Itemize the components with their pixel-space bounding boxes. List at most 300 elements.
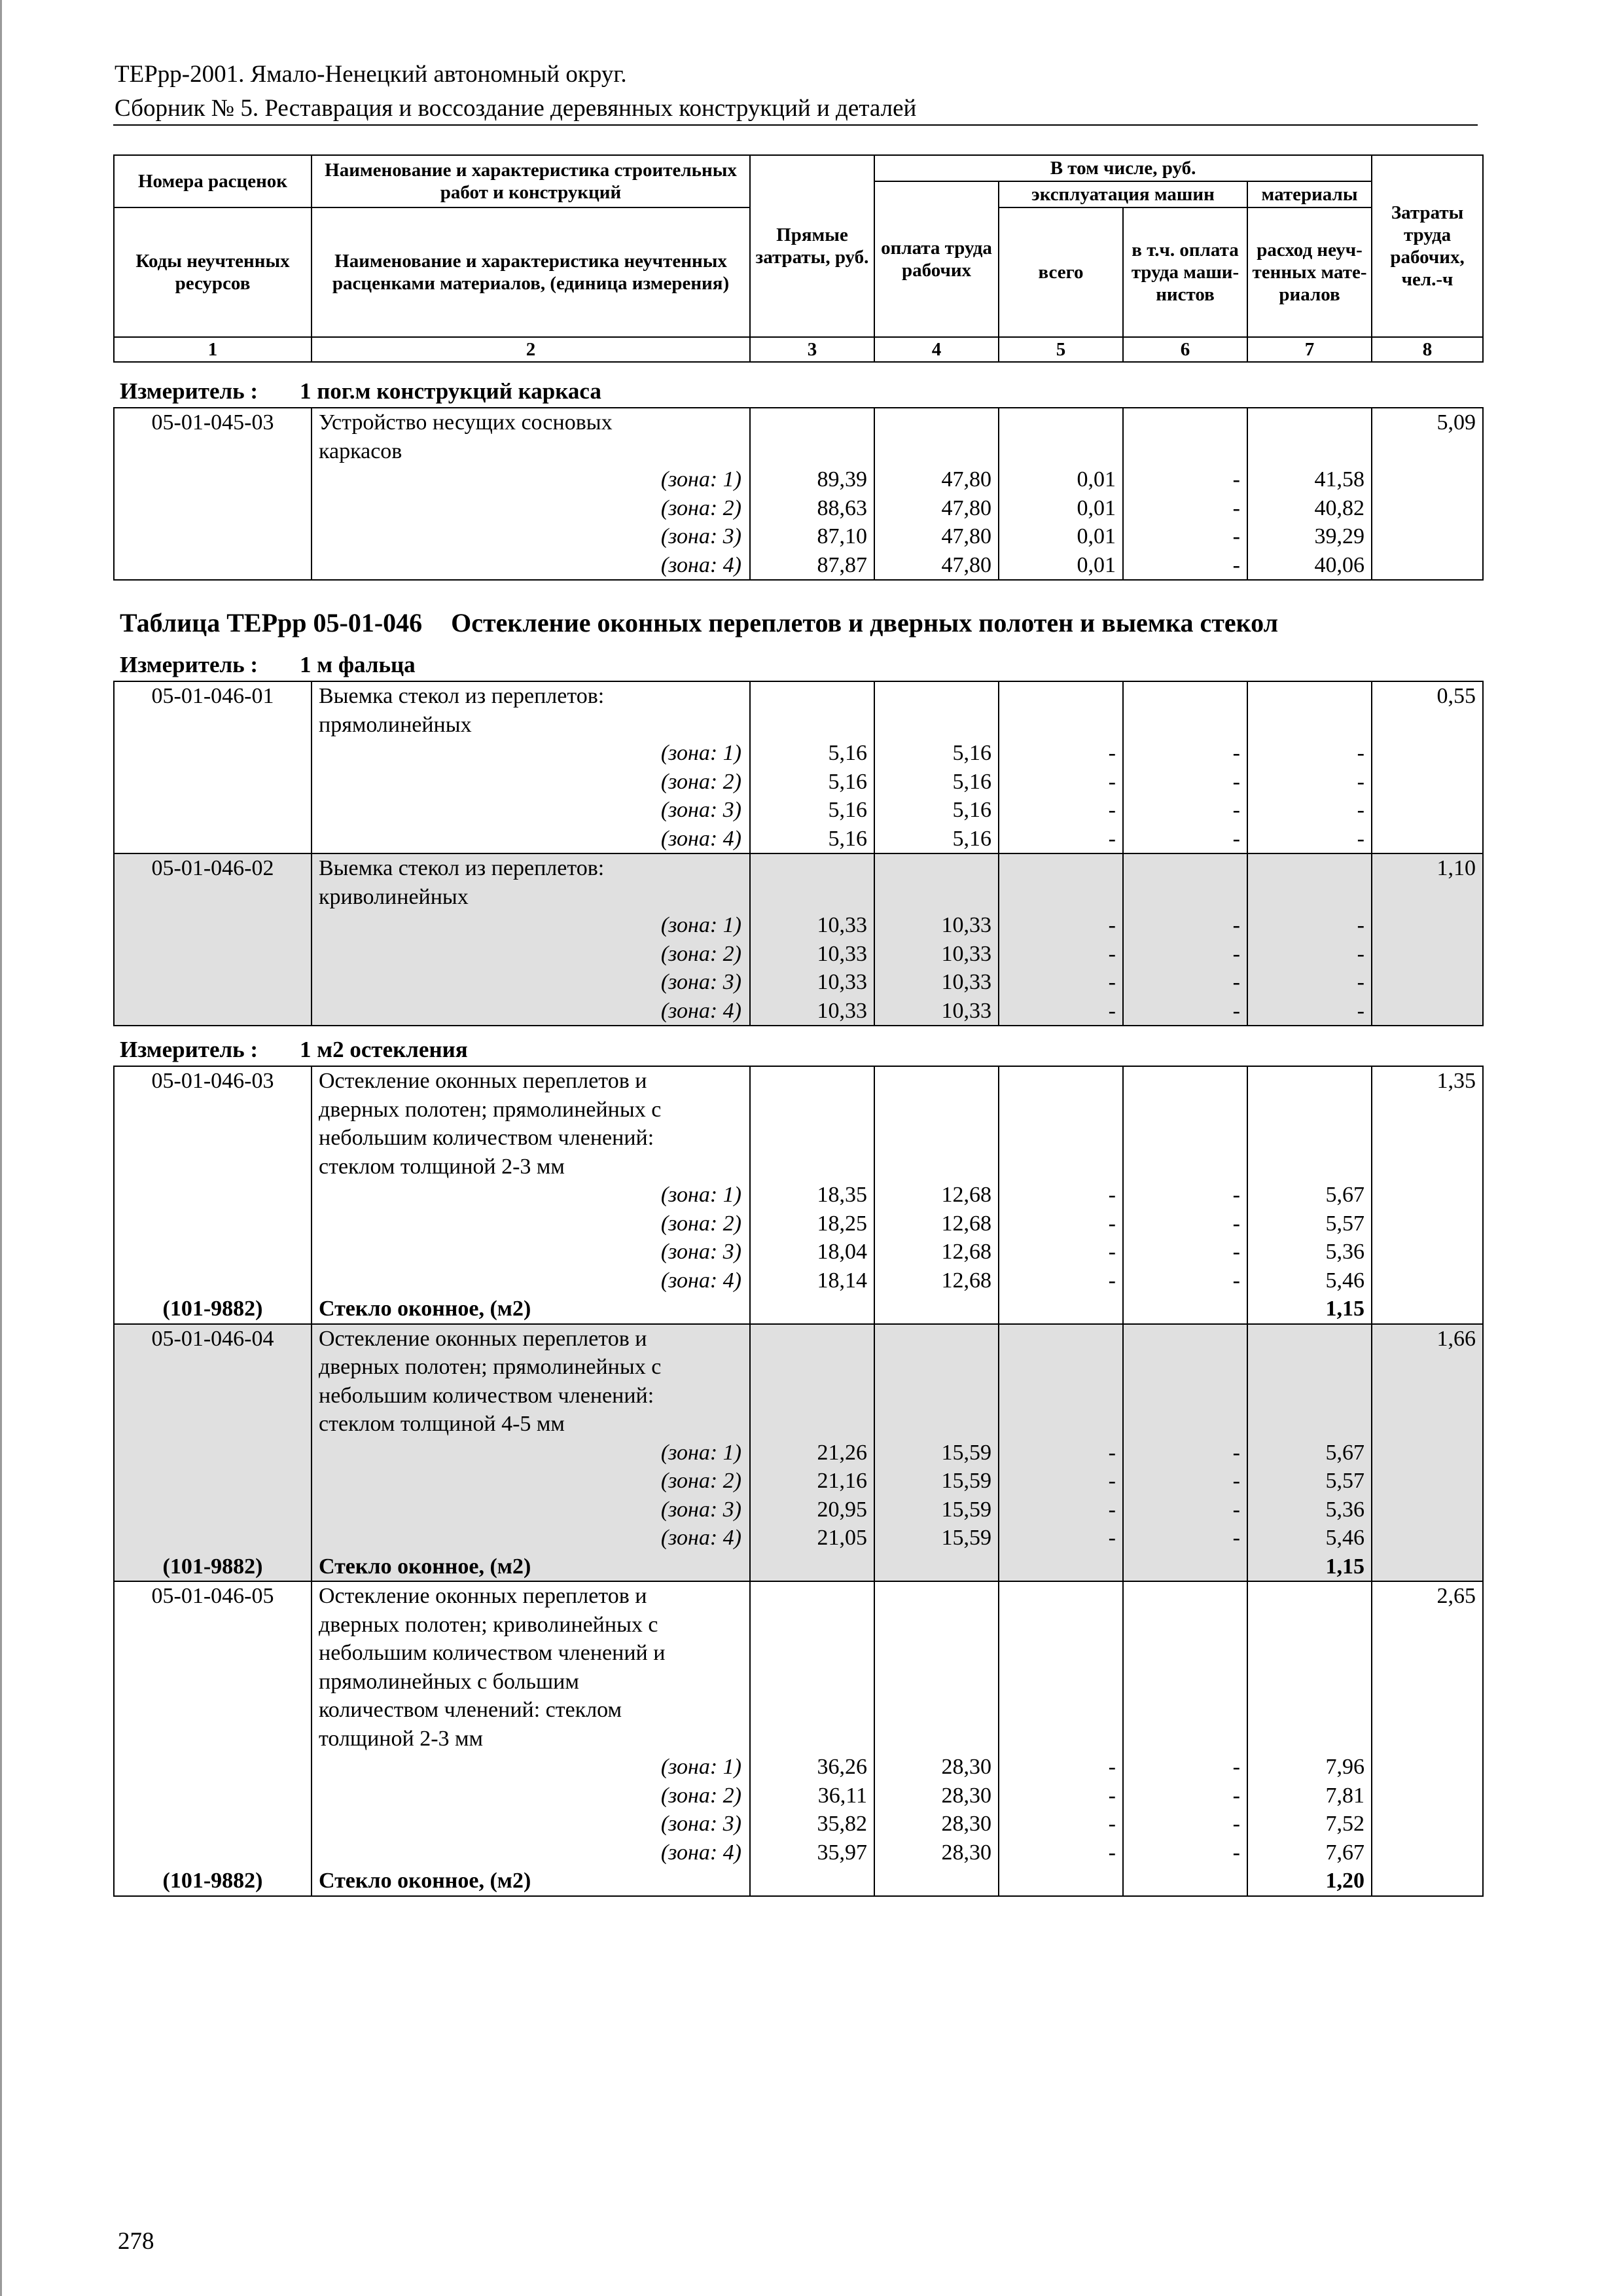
empty-cell	[1123, 1295, 1247, 1324]
empty-cell	[750, 1668, 874, 1696]
resource-code: (101-9882)	[114, 1867, 312, 1896]
zone-label: (зона: 1)	[312, 739, 750, 768]
empty-cell	[1247, 1382, 1372, 1410]
zone-row	[114, 968, 1483, 997]
zone-row	[114, 1839, 1483, 1867]
empty-cell	[750, 1066, 874, 1096]
resource-quantity: 1,20	[1247, 1867, 1372, 1896]
materials-cost: 40,06	[1247, 551, 1372, 581]
empty-cell	[999, 408, 1123, 437]
labor-cost	[1372, 1124, 1483, 1153]
empty-cell	[750, 437, 874, 466]
empty-cell	[1247, 1153, 1372, 1181]
machines-total: -	[999, 1210, 1123, 1238]
rate-description-line: небольшим количеством членений и	[312, 1639, 750, 1668]
direct-costs: 10,33	[750, 911, 874, 940]
empty-cell	[999, 1581, 1123, 1611]
resource-name: Стекло оконное, (м2)	[312, 1295, 750, 1324]
empty-cell	[1247, 853, 1372, 883]
rate-code: 05-01-046-02	[114, 853, 312, 883]
labor-cost	[1372, 1611, 1483, 1640]
description-row	[114, 1639, 1483, 1668]
empty-cell	[1372, 1496, 1483, 1524]
description-row	[114, 1668, 1483, 1696]
labor-cost	[1372, 711, 1483, 740]
empty-cell	[750, 1382, 874, 1410]
materials-cost: 5,57	[1247, 1467, 1372, 1496]
rate-description-line: Выемка стекол из переплетов:	[312, 681, 750, 711]
empty-cell	[1247, 1096, 1372, 1124]
rate-code	[114, 1382, 312, 1410]
description-row	[114, 1096, 1483, 1124]
empty-cell	[1123, 1581, 1247, 1611]
empty-cell	[999, 1639, 1123, 1668]
measure-label	[120, 1036, 468, 1064]
rate-description-line: Остекление оконных переплетов и	[312, 1324, 750, 1354]
zone-row	[114, 1181, 1483, 1210]
col-wages: оплата труда рабочих	[874, 181, 999, 337]
direct-costs: 18,14	[750, 1266, 874, 1295]
empty-cell	[750, 1639, 874, 1668]
machinist-wages: -	[1123, 1181, 1247, 1210]
worker-wages: 5,16	[874, 768, 999, 797]
materials-cost: -	[1247, 796, 1372, 825]
empty-cell	[1123, 681, 1247, 711]
machinist-wages: -	[1123, 1496, 1247, 1524]
materials-cost: 7,52	[1247, 1810, 1372, 1839]
empty-cell	[874, 1324, 999, 1354]
labor-cost: 0,55	[1372, 681, 1483, 711]
empty-cell	[874, 1696, 999, 1725]
empty-cell	[1123, 853, 1247, 883]
header-rule	[113, 124, 1478, 126]
direct-costs: 35,82	[750, 1810, 874, 1839]
col-name-materials: Наименование и характеристика неучтенных расценками материалов, (единица измерения)	[312, 207, 750, 337]
materials-cost: 7,96	[1247, 1753, 1372, 1782]
materials-cost: -	[1247, 825, 1372, 854]
machines-total: -	[999, 997, 1123, 1026]
empty-cell	[999, 1611, 1123, 1640]
machinist-wages: -	[1123, 739, 1247, 768]
empty-cell	[114, 1210, 312, 1238]
machines-total: -	[999, 739, 1123, 768]
zone-row	[114, 1782, 1483, 1810]
rate-code	[114, 1696, 312, 1725]
empty-cell	[114, 1753, 312, 1782]
measure-label-text: Измеритель :	[120, 1037, 259, 1062]
empty-cell	[874, 853, 999, 883]
machines-total: 0,01	[999, 551, 1123, 581]
empty-cell	[1372, 551, 1483, 581]
description-row	[114, 408, 1483, 437]
empty-cell	[874, 408, 999, 437]
empty-cell	[874, 711, 999, 740]
empty-cell	[999, 681, 1123, 711]
empty-cell	[999, 1353, 1123, 1382]
zone-label: (зона: 4)	[312, 1266, 750, 1295]
empty-cell	[750, 883, 874, 912]
empty-cell	[999, 1096, 1123, 1124]
empty-cell	[999, 437, 1123, 466]
rates-table	[113, 1066, 1484, 1897]
zone-row	[114, 494, 1483, 523]
rate-code: 05-01-046-04	[114, 1324, 312, 1354]
description-row	[114, 1725, 1483, 1753]
empty-cell	[750, 1867, 874, 1896]
page-edge	[0, 0, 2, 2296]
empty-cell	[874, 1668, 999, 1696]
rate-description-line: небольшим количеством членений:	[312, 1382, 750, 1410]
materials-cost: 5,36	[1247, 1496, 1372, 1524]
col-number: 1	[114, 337, 312, 362]
zone-label: (зона: 4)	[312, 1839, 750, 1867]
empty-cell	[1123, 1725, 1247, 1753]
empty-cell	[114, 1467, 312, 1496]
zone-row	[114, 768, 1483, 797]
direct-costs: 89,39	[750, 465, 874, 494]
machines-total: -	[999, 940, 1123, 969]
description-row	[114, 437, 1483, 466]
empty-cell	[874, 1382, 999, 1410]
rate-description-line: небольшим количеством членений:	[312, 1124, 750, 1153]
empty-cell	[114, 1839, 312, 1867]
empty-cell	[114, 1782, 312, 1810]
col-materials: материалы	[1247, 181, 1372, 207]
description-row	[114, 1324, 1483, 1354]
resource-code: (101-9882)	[114, 1295, 312, 1324]
measure-value: 1 м фальца	[300, 652, 416, 677]
machines-total: -	[999, 1439, 1123, 1467]
empty-cell	[1123, 1552, 1247, 1582]
rate-code: 05-01-046-01	[114, 681, 312, 711]
empty-cell	[1372, 768, 1483, 797]
col-unaccounted-materials: расход неуч-тенных мате-риалов	[1247, 207, 1372, 337]
empty-cell	[1123, 1867, 1247, 1896]
machines-total: -	[999, 1496, 1123, 1524]
empty-cell	[750, 1725, 874, 1753]
empty-cell	[114, 1238, 312, 1266]
direct-costs: 20,95	[750, 1496, 874, 1524]
labor-cost	[1372, 1153, 1483, 1181]
zone-label: (зона: 1)	[312, 1439, 750, 1467]
machines-total: -	[999, 1181, 1123, 1210]
materials-cost: 5,57	[1247, 1210, 1372, 1238]
empty-cell	[750, 1353, 874, 1382]
zone-row	[114, 940, 1483, 969]
worker-wages: 15,59	[874, 1496, 999, 1524]
col-including: В том числе, руб.	[874, 155, 1372, 181]
worker-wages: 12,68	[874, 1181, 999, 1210]
description-row	[114, 1124, 1483, 1153]
materials-cost: -	[1247, 940, 1372, 969]
machinist-wages: -	[1123, 465, 1247, 494]
empty-cell	[114, 522, 312, 551]
empty-cell	[874, 1581, 999, 1611]
rate-description-line: Выемка стекол из переплетов:	[312, 853, 750, 883]
empty-cell	[1247, 711, 1372, 740]
empty-cell	[114, 1181, 312, 1210]
materials-cost: 7,81	[1247, 1782, 1372, 1810]
direct-costs: 10,33	[750, 997, 874, 1026]
zone-row	[114, 911, 1483, 940]
worker-wages: 28,30	[874, 1782, 999, 1810]
col-number: 4	[874, 337, 999, 362]
machines-total: -	[999, 1524, 1123, 1552]
labor-cost	[1372, 1096, 1483, 1124]
zone-row	[114, 522, 1483, 551]
empty-cell	[874, 1153, 999, 1181]
zone-row	[114, 1467, 1483, 1496]
empty-cell	[1372, 1782, 1483, 1810]
rate-code	[114, 883, 312, 912]
empty-cell	[750, 711, 874, 740]
zone-label: (зона: 1)	[312, 1753, 750, 1782]
labor-cost: 1,10	[1372, 853, 1483, 883]
machines-total: -	[999, 1839, 1123, 1867]
table-title	[120, 607, 1278, 639]
empty-cell	[1123, 1353, 1247, 1382]
empty-cell	[999, 1696, 1123, 1725]
labor-cost: 1,66	[1372, 1324, 1483, 1354]
machinist-wages: -	[1123, 768, 1247, 797]
rate-description-line: прямолинейных с большим	[312, 1668, 750, 1696]
empty-cell	[1247, 1668, 1372, 1696]
empty-cell	[999, 853, 1123, 883]
worker-wages: 28,30	[874, 1810, 999, 1839]
zone-row	[114, 1238, 1483, 1266]
materials-cost: 40,82	[1247, 494, 1372, 523]
empty-cell	[999, 1382, 1123, 1410]
empty-cell	[1372, 968, 1483, 997]
empty-cell	[1247, 1324, 1372, 1354]
zone-row	[114, 825, 1483, 854]
empty-cell	[1372, 1867, 1483, 1896]
description-row	[114, 853, 1483, 883]
machinist-wages: -	[1123, 940, 1247, 969]
empty-cell	[1247, 1124, 1372, 1153]
resource-name: Стекло оконное, (м2)	[312, 1552, 750, 1582]
worker-wages: 12,68	[874, 1210, 999, 1238]
empty-cell	[1372, 1467, 1483, 1496]
rate-code: 05-01-046-05	[114, 1581, 312, 1611]
worker-wages: 5,16	[874, 739, 999, 768]
rate-code	[114, 1725, 312, 1753]
empty-cell	[1372, 825, 1483, 854]
empty-cell	[114, 911, 312, 940]
zone-label: (зона: 4)	[312, 825, 750, 854]
worker-wages: 47,80	[874, 522, 999, 551]
description-row	[114, 1581, 1483, 1611]
machinist-wages: -	[1123, 1238, 1247, 1266]
measure-value: 1 пог.м конструкций каркаса	[300, 378, 601, 404]
worker-wages: 15,59	[874, 1467, 999, 1496]
empty-cell	[750, 1124, 874, 1153]
zone-label: (зона: 2)	[312, 494, 750, 523]
description-row	[114, 1410, 1483, 1439]
zone-label: (зона: 4)	[312, 551, 750, 581]
rates-table	[113, 681, 1484, 1026]
empty-cell	[1372, 1552, 1483, 1582]
direct-costs: 21,05	[750, 1524, 874, 1552]
zone-label: (зона: 4)	[312, 1524, 750, 1552]
direct-costs: 36,26	[750, 1753, 874, 1782]
worker-wages: 47,80	[874, 465, 999, 494]
zone-row	[114, 796, 1483, 825]
empty-cell	[1123, 1696, 1247, 1725]
empty-cell	[1247, 1725, 1372, 1753]
empty-cell	[999, 1324, 1123, 1354]
empty-cell	[1247, 1353, 1372, 1382]
machines-total: -	[999, 968, 1123, 997]
materials-cost: 7,67	[1247, 1839, 1372, 1867]
empty-cell	[114, 1439, 312, 1467]
zone-label: (зона: 2)	[312, 1467, 750, 1496]
zone-label: (зона: 4)	[312, 997, 750, 1026]
rate-description-line: стеклом толщиной 4-5 мм	[312, 1410, 750, 1439]
worker-wages: 5,16	[874, 796, 999, 825]
empty-cell	[1247, 437, 1372, 466]
empty-cell	[1247, 1611, 1372, 1640]
empty-cell	[1247, 1639, 1372, 1668]
empty-cell	[1247, 1696, 1372, 1725]
worker-wages: 12,68	[874, 1266, 999, 1295]
empty-cell	[1123, 1096, 1247, 1124]
empty-cell	[874, 1096, 999, 1124]
resource-quantity: 1,15	[1247, 1552, 1372, 1582]
materials-cost: 5,67	[1247, 1181, 1372, 1210]
empty-cell	[1372, 1181, 1483, 1210]
empty-cell	[874, 1295, 999, 1324]
empty-cell	[750, 681, 874, 711]
empty-cell	[750, 1295, 874, 1324]
machinist-wages: -	[1123, 1524, 1247, 1552]
column-header-table	[113, 154, 1484, 363]
resource-row	[114, 1867, 1483, 1896]
worker-wages: 15,59	[874, 1439, 999, 1467]
col-rate-numbers: Номера расценок	[114, 155, 312, 207]
measure-value: 1 м2 остекления	[300, 1037, 468, 1062]
empty-cell	[1372, 739, 1483, 768]
zone-label: (зона: 1)	[312, 911, 750, 940]
materials-cost: -	[1247, 739, 1372, 768]
machines-total: -	[999, 1238, 1123, 1266]
empty-cell	[1247, 1066, 1372, 1096]
resource-row	[114, 1552, 1483, 1582]
machinist-wages: -	[1123, 997, 1247, 1026]
empty-cell	[1123, 1066, 1247, 1096]
machinist-wages: -	[1123, 551, 1247, 581]
machinist-wages: -	[1123, 1839, 1247, 1867]
empty-cell	[999, 883, 1123, 912]
empty-cell	[874, 437, 999, 466]
direct-costs: 5,16	[750, 768, 874, 797]
rate-code: 05-01-045-03	[114, 408, 312, 437]
description-row	[114, 883, 1483, 912]
rate-code	[114, 1611, 312, 1640]
direct-costs: 10,33	[750, 940, 874, 969]
empty-cell	[114, 796, 312, 825]
col-machinist-wages: в т.ч. оплата труда маши-нистов	[1123, 207, 1247, 337]
materials-cost: 5,46	[1247, 1524, 1372, 1552]
resource-quantity: 1,15	[1247, 1295, 1372, 1324]
empty-cell	[114, 494, 312, 523]
labor-cost	[1372, 1410, 1483, 1439]
empty-cell	[1123, 1153, 1247, 1181]
rate-code	[114, 1153, 312, 1181]
empty-cell	[1372, 1295, 1483, 1324]
zone-row	[114, 1439, 1483, 1467]
zone-label: (зона: 2)	[312, 1210, 750, 1238]
materials-cost: 39,29	[1247, 522, 1372, 551]
rate-description-line: каркасов	[312, 437, 750, 466]
rate-code	[114, 711, 312, 740]
empty-cell	[874, 1353, 999, 1382]
materials-cost: -	[1247, 768, 1372, 797]
labor-cost: 2,65	[1372, 1581, 1483, 1611]
machines-total: -	[999, 911, 1123, 940]
rate-code	[114, 1353, 312, 1382]
empty-cell	[114, 1266, 312, 1295]
col-number: 6	[1123, 337, 1247, 362]
zone-label: (зона: 3)	[312, 522, 750, 551]
rate-description-line: Остекление оконных переплетов и	[312, 1581, 750, 1611]
empty-cell	[750, 408, 874, 437]
empty-cell	[1123, 711, 1247, 740]
labor-cost	[1372, 1668, 1483, 1696]
collection-title: Сборник № 5. Реставрация и воссоздание деревянных конструкций и деталей	[115, 95, 917, 122]
description-row	[114, 711, 1483, 740]
measure-label	[120, 651, 416, 679]
rate-description-line: Устройство несущих сосновых	[312, 408, 750, 437]
rate-code	[114, 1124, 312, 1153]
resource-row	[114, 1295, 1483, 1324]
empty-cell	[1372, 1524, 1483, 1552]
empty-cell	[874, 1867, 999, 1896]
description-row	[114, 1066, 1483, 1096]
rate-description-line: криволинейных	[312, 883, 750, 912]
empty-cell	[750, 1324, 874, 1354]
zone-label: (зона: 1)	[312, 465, 750, 494]
labor-cost	[1372, 1353, 1483, 1382]
worker-wages: 5,16	[874, 825, 999, 854]
empty-cell	[874, 1124, 999, 1153]
machinist-wages: -	[1123, 522, 1247, 551]
empty-cell	[114, 1524, 312, 1552]
labor-cost	[1372, 1696, 1483, 1725]
empty-cell	[1372, 1839, 1483, 1867]
empty-cell	[1372, 522, 1483, 551]
empty-cell	[1123, 408, 1247, 437]
col-resource-codes: Коды неучтенных ресурсов	[114, 207, 312, 337]
machines-total: 0,01	[999, 494, 1123, 523]
rate-description-line: дверных полотен; криволинейных с	[312, 1611, 750, 1640]
direct-costs: 87,10	[750, 522, 874, 551]
worker-wages: 10,33	[874, 940, 999, 969]
rate-description-line: дверных полотен; прямолинейных с	[312, 1353, 750, 1382]
zone-row	[114, 1210, 1483, 1238]
empty-cell	[1123, 1410, 1247, 1439]
rate-code	[114, 1096, 312, 1124]
empty-cell	[114, 551, 312, 581]
table-name: Остекление оконных переплетов и дверных полотен и выемка стекол	[451, 608, 1279, 637]
empty-cell	[114, 768, 312, 797]
empty-cell	[1372, 911, 1483, 940]
machinist-wages: -	[1123, 1266, 1247, 1295]
empty-cell	[1372, 997, 1483, 1026]
empty-cell	[1247, 883, 1372, 912]
empty-cell	[114, 997, 312, 1026]
rate-description-line: Остекление оконных переплетов и	[312, 1066, 750, 1096]
